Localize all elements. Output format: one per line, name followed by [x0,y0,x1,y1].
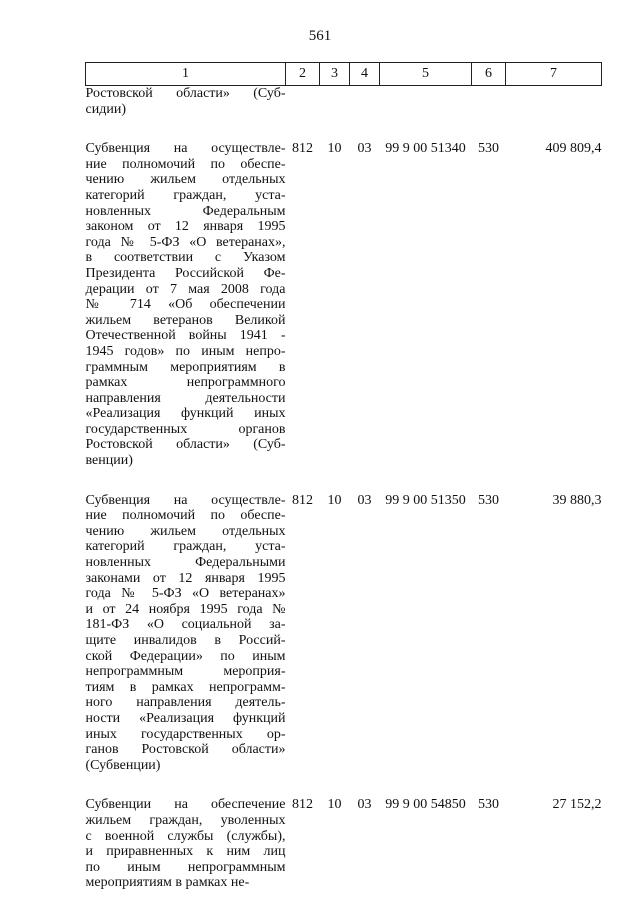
row-spacer [86,773,602,797]
description-line: «Реализация функций иных [85,406,286,422]
subsection-code-cell: 03 [357,797,372,813]
spacer-cell [86,773,602,797]
subsection-code-cell [350,86,380,118]
header-col-6: 6 [472,63,506,86]
description-line: в соответствии с Указом [85,250,286,266]
table-row [86,797,602,891]
expense-type-cell: 530 [478,492,499,508]
description-line: мероприятиям в рамках не- [85,875,250,891]
target-article-cell [380,86,472,118]
description-line: жильем ветеранов Великой [85,312,286,328]
target-article-cell: 99 9 00 51350 [385,492,466,508]
section-code-cell: 10 [327,797,342,813]
description-line: законом от 12 января 1995 [85,219,286,235]
description-line: щите инвалидов в Россий- [85,633,286,648]
description-line: непрограммным мероприя- [85,664,286,680]
subsection-code-cell: 03 [357,492,372,508]
description-line: Отечественной войны 1941 - [85,328,286,344]
budget-table [85,62,602,891]
description-line: Президента Российской Фе- [85,265,286,281]
description-line: года № 5-ФЗ «О ветеранах», [85,234,286,250]
description-line: новленных Федеральными [85,555,286,571]
header-col-7: 7 [506,63,602,86]
section-code-cell [320,86,350,118]
description-line: Субвенция на осуществле- [85,492,286,508]
publisher-code-cell: 812 [292,141,313,157]
description-line: ние полномочий по обеспе- [85,508,286,524]
description-line: Ростовской области» (Суб- [85,86,286,101]
page-number: 561 [308,28,332,44]
description-line: 1945 годов» по иным непро- [85,343,286,359]
description-line: категорий граждан, уста- [85,539,286,555]
description-line: № 714 «Об обеспечении [85,297,286,313]
header-col-4: 4 [350,63,380,86]
publisher-code-cell [286,86,320,118]
description-line: жильем граждан, уволенных [85,812,286,828]
row-spacer [86,117,602,141]
section-code-cell: 10 [327,141,342,157]
description-line: ние полномочий по обеспе- [85,156,286,172]
description-line: с военной службы (службы), [85,828,286,844]
description-line: чению жильем отдельных [85,172,286,188]
description-line: новленных Федеральным [85,203,286,219]
description-line: направления деятельности [85,390,286,406]
header-col-3: 3 [320,63,350,86]
description-line: категорий граждан, уста- [85,187,286,203]
subsection-code-cell: 03 [357,141,372,157]
amount-cell: 39 880,3 [552,492,602,508]
publisher-code-cell: 812 [292,797,313,813]
header-col-1: 1 [86,63,286,86]
description-line: рамках непрограммного [85,375,286,391]
header-col-5: 5 [380,63,472,86]
description-line: тиям в рамках непрограмм- [85,679,286,695]
description-line: ного направления деятель- [85,695,286,711]
description-cell [86,141,286,468]
target-article-cell: 99 9 00 51340 [385,141,466,157]
table-row [86,86,602,118]
description-line: Субвенции на обеспечение [85,797,286,813]
table-row [86,493,602,774]
description-line: по иным непрограммным [85,859,286,875]
expense-type-cell: 530 [478,797,499,813]
description-line: иных государственных ор- [85,726,286,742]
spacer-cell [86,469,602,493]
description-line: государственных органов [85,421,286,437]
description-line: и приравненных к ним лиц [85,844,286,860]
description-line: года № 5-ФЗ «О ветеранах» [85,586,286,602]
section-code-cell: 10 [327,492,342,508]
description-line: и от 24 ноября 1995 года № [85,601,286,617]
description-line: граммным мероприятиям в [85,359,286,375]
description-line: Ростовской области» (Суб- [85,437,286,453]
description-line: (Субвенции) [85,757,161,773]
description-line: чению жильем отдельных [85,523,286,539]
row-spacer [86,469,602,493]
header-col-2: 2 [286,63,320,86]
description-line: ской Федерации» по иным [85,648,286,664]
description-cell [86,493,286,774]
description-line: ности «Реализация функций [85,710,286,726]
description-line: дерации от 7 мая 2008 года [85,281,286,297]
description-line: ганов Ростовской области» [85,742,286,758]
expense-type-cell [472,86,506,118]
table-row [86,141,602,468]
description-line: сидии) [85,101,126,117]
amount-cell: 409 809,4 [545,141,602,157]
header-row [86,63,602,86]
target-article-cell: 99 9 00 54850 [385,797,466,813]
description-line: Субвенция на осуществле- [85,141,286,157]
publisher-code-cell: 812 [292,492,313,508]
description-line: законами от 12 января 1995 [85,570,286,586]
description-cell [86,797,286,891]
description-line: венции) [85,453,133,469]
amount-cell: 27 152,2 [552,797,602,813]
description-line: 181-ФЗ «О социальной за- [85,617,286,633]
amount-cell [506,86,602,118]
description-cell [86,86,286,118]
spacer-cell [86,117,602,141]
expense-type-cell: 530 [478,141,499,157]
